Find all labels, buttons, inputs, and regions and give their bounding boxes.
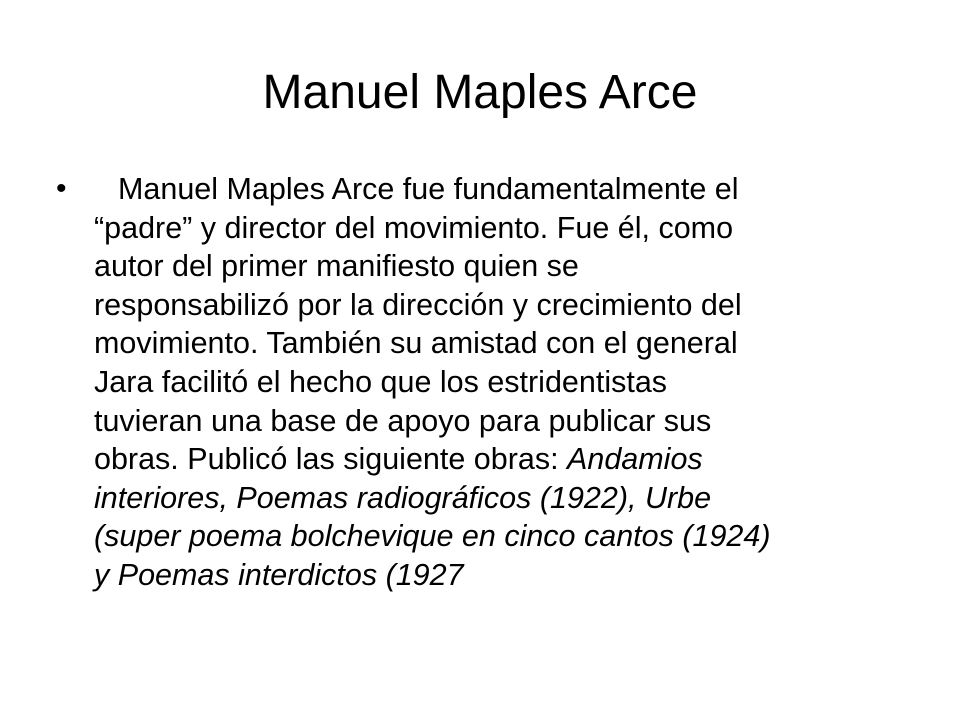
body-line: [94, 247, 916, 286]
body-line: [94, 440, 916, 479]
body-line: [94, 363, 916, 402]
italic-text-run: interiores, Poemas radiográficos (1922), Urbe: [94, 480, 712, 515]
bullet-list: [56, 170, 916, 595]
text-run: responsabilizó por la dirección y crecimiento del: [94, 287, 742, 322]
italic-text-run: Andamios: [567, 442, 703, 477]
body-line: [94, 479, 916, 518]
body-line: [94, 209, 916, 248]
text-run: tuvieran una base de apoyo para publicar sus: [94, 403, 712, 438]
body-line: [94, 324, 916, 363]
bullet-marker: •: [56, 172, 67, 205]
text-run: obras. Publicó las siguiente obras:: [94, 442, 568, 477]
text-run: Jara facilitó el hecho que los estridentistas: [94, 364, 668, 399]
text-run: “padre” y director del movimiento. Fue él, como: [94, 210, 734, 245]
body-line: [94, 170, 916, 209]
italic-text-run: (super poema bolchevique en cinco cantos (1924): [94, 519, 771, 554]
text-run: movimiento. También su amistad con el general: [94, 326, 738, 361]
bullet-item: [56, 170, 916, 595]
bullet-text: [94, 170, 916, 595]
text-run: autor del primer manifiesto quien se: [94, 249, 579, 284]
italic-text-run: y Poemas interdictos (1927: [94, 557, 464, 592]
slide-title: Manuel Maples Arce: [262, 66, 698, 119]
body-line: [94, 556, 916, 595]
body-line: [94, 402, 916, 441]
body-line: [94, 517, 916, 556]
body-line: [94, 286, 916, 325]
text-run: Manuel Maples Arce fue fundamentalmente el: [118, 172, 739, 206]
